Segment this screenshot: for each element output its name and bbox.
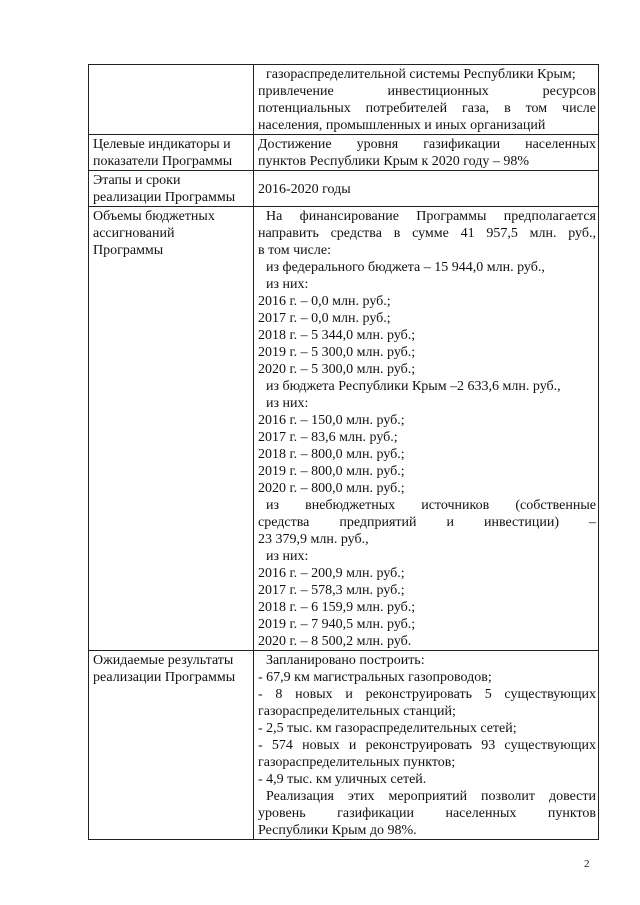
text-line: из внебюджетных источников (собственные xyxy=(266,498,596,513)
text-line: уровень газификации населенных пунктов xyxy=(258,806,596,821)
text-line: газораспределительных пунктов; xyxy=(258,755,456,770)
text-line: 2020 г. – 8 500,2 млн. руб. xyxy=(258,634,412,649)
text-line: 2016 г. – 200,9 млн. руб.; xyxy=(258,566,405,581)
text-line: - 8 новых и реконструировать 5 существующих xyxy=(258,687,596,702)
text-line: Запланировано построить: xyxy=(266,653,425,668)
row5-right-cell xyxy=(254,651,599,840)
text-line: 2020 г. – 800,0 млн. руб.; xyxy=(258,481,405,496)
text-line: На финансирование Программы предполагается xyxy=(266,209,596,224)
text-line: пунктов Республики Крым к 2020 году – 98% xyxy=(258,154,530,169)
text-line: Реализация этих мероприятий позволит довести xyxy=(266,789,596,804)
table-row xyxy=(89,207,599,651)
text-line: 2019 г. – 7 940,5 млн. руб.; xyxy=(258,617,416,632)
row-label-line: реализации Программы xyxy=(93,670,236,685)
text-line: 23 379,9 млн. руб., xyxy=(258,532,369,547)
text-line: 2019 г. – 5 300,0 млн. руб.; xyxy=(258,345,416,360)
row-label-line: показатели Программы xyxy=(93,154,233,169)
text-line: 2017 г. – 83,6 млн. руб.; xyxy=(258,430,398,445)
text-line: газораспределительной системы Республики Крым; xyxy=(266,67,576,82)
table-row xyxy=(89,135,599,171)
row-label-line: Целевые индикаторы и xyxy=(93,137,231,152)
text-line: из них: xyxy=(266,277,309,292)
row3-left-cell xyxy=(89,171,254,207)
text-line: - 574 новых и реконструировать 93 существующих xyxy=(258,738,596,753)
text-line: 2018 г. – 5 344,0 млн. руб.; xyxy=(258,328,416,343)
text-line: Достижение уровня газификации населенных xyxy=(258,137,596,152)
text-line: 2016 г. – 150,0 млн. руб.; xyxy=(258,413,405,428)
text-line: средства предприятий и инвестиции) – xyxy=(258,515,596,530)
text-line: 2016 г. – 0,0 млн. руб.; xyxy=(258,294,391,309)
text-line: 2017 г. – 0,0 млн. руб.; xyxy=(258,311,391,326)
text-line: в том числе: xyxy=(258,243,331,258)
table-row xyxy=(89,651,599,840)
text-line: направить средства в сумме 41 957,5 млн. руб., xyxy=(258,226,596,241)
row-label-line: Объемы бюджетных xyxy=(93,209,215,224)
table-row xyxy=(89,171,599,207)
text-line: из них: xyxy=(266,396,309,411)
page-number: 2 xyxy=(584,858,590,870)
row4-left-cell xyxy=(89,207,254,651)
text-line: 2019 г. – 800,0 млн. руб.; xyxy=(258,464,405,479)
row5-left-cell xyxy=(89,651,254,840)
row-label-line: ассигнований xyxy=(93,226,175,241)
text-line: 2016-2020 годы xyxy=(258,181,351,197)
text-line: - 4,9 тыс. км уличных сетей. xyxy=(258,772,427,787)
text-line: населения, промышленных и иных организаций xyxy=(258,118,546,133)
row-label-line: Этапы и сроки xyxy=(93,173,181,188)
text-line: газораспределительных станций; xyxy=(258,704,456,719)
row2-left-cell xyxy=(89,135,254,171)
text-line: из федерального бюджета – 15 944,0 млн. руб., xyxy=(266,260,545,275)
text-line: 2018 г. – 800,0 млн. руб.; xyxy=(258,447,405,462)
text-line: - 67,9 км магистральных газопроводов; xyxy=(258,670,492,685)
text-line: 2017 г. – 578,3 млн. руб.; xyxy=(258,583,405,598)
text-line: - 2,5 тыс. км газораспределительных сетей; xyxy=(258,721,517,736)
text-line: Республики Крым до 98%. xyxy=(258,823,417,838)
text-line: 2018 г. – 6 159,9 млн. руб.; xyxy=(258,600,416,615)
text-line: привлечение инвестиционных ресурсов xyxy=(258,84,596,99)
text-line: из бюджета Республики Крым –2 633,6 млн. руб., xyxy=(266,379,561,394)
row1-right-cell xyxy=(254,65,599,135)
table-row xyxy=(89,65,599,135)
row1-left-cell xyxy=(89,65,254,135)
text-line: из них: xyxy=(266,549,309,564)
program-passport-table xyxy=(88,64,599,840)
row4-right-cell xyxy=(254,207,599,651)
row3-right-cell xyxy=(254,171,599,207)
row2-right-cell xyxy=(254,135,599,171)
row-label-line: Программы xyxy=(93,243,164,258)
row-label-line: реализации Программы xyxy=(93,190,236,205)
row-label-line: Ожидаемые результаты xyxy=(93,653,234,668)
text-line: 2020 г. – 5 300,0 млн. руб.; xyxy=(258,362,416,377)
text-line: потенциальных потребителей газа, в том числе xyxy=(258,101,596,116)
